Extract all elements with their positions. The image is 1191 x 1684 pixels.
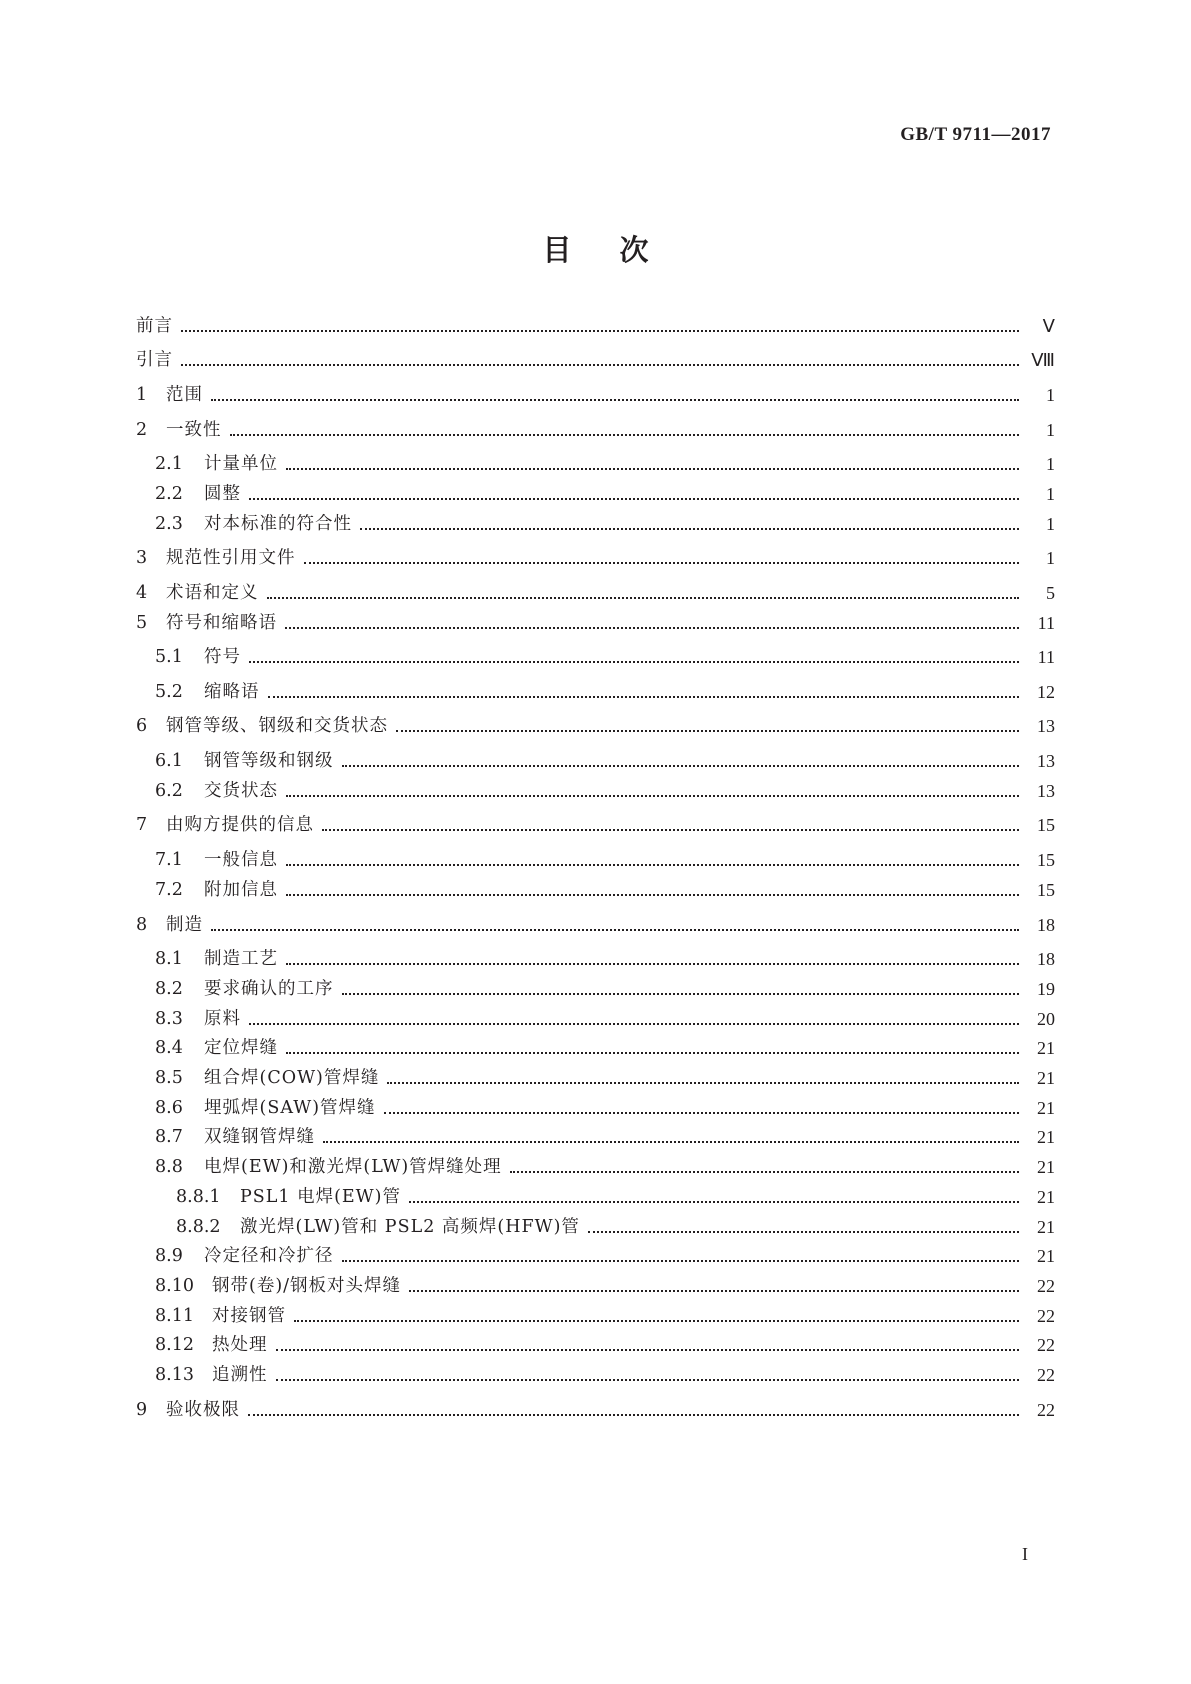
toc-entry-page: 21 [1037,1246,1055,1266]
toc-entry-number: 1 [136,385,148,405]
toc-entry-page: 1 [1046,514,1055,534]
toc-entry-page: 13 [1037,716,1055,736]
toc-entry-label: 组合焊(COW)管焊缝 [204,1068,380,1088]
toc-entry-label: 对接钢管 [212,1306,286,1326]
toc-entry-number: 8.11 [155,1306,194,1326]
dot-leader [181,364,1019,366]
toc-entry-page: 22 [1037,1335,1055,1355]
toc-entry-8-1[interactable] [0,945,1191,973]
dot-leader [211,929,1019,931]
toc-entry-9[interactable] [0,1396,1191,1424]
dot-leader [268,696,1020,698]
toc-entry-label: 术语和定义 [166,583,259,603]
toc-entry-page: 22 [1037,1400,1055,1420]
toc-entry-6-2[interactable] [0,777,1191,805]
dot-leader [396,730,1019,732]
dot-leader [409,1290,1019,1292]
toc-entry-number: 2.2 [155,484,183,504]
toc-entry-label: 缩略语 [204,682,260,702]
toc-entry-number: 8.1 [155,949,183,969]
toc-entry-label: 交货状态 [204,781,278,801]
toc-entry-number: 8.13 [155,1365,194,1385]
toc-entry-8-11[interactable] [0,1302,1191,1330]
toc-entry-number: 8.12 [155,1335,194,1355]
toc-entry-8-8-2[interactable] [0,1213,1191,1241]
toc-entry-2-3[interactable] [0,510,1191,538]
dot-leader [286,1052,1019,1054]
toc-entry-page: 15 [1037,815,1055,835]
toc-entry-number: 6 [136,716,148,736]
toc-entry-number: 8.4 [155,1038,183,1058]
toc-entry-number: 8.8 [155,1157,183,1177]
dot-leader [248,1414,1019,1416]
dot-leader [510,1171,1019,1173]
toc-entry-number: 3 [136,548,148,568]
toc-entry-label: 附加信息 [204,880,278,900]
toc-entry-2-1[interactable] [0,450,1191,478]
toc-entry-number: 8.7 [155,1127,183,1147]
dot-leader [323,1141,1019,1143]
toc-entry-8-13[interactable] [0,1361,1191,1389]
toc-entry-number: 8.8.1 [176,1187,221,1207]
toc-entry-page: 1 [1046,484,1055,504]
toc-entry-page: 1 [1046,385,1055,405]
toc-entry-8-8-1[interactable] [0,1183,1191,1211]
toc-entry-page: 22 [1037,1276,1055,1296]
toc-entry-number: 4 [136,583,148,603]
toc-entry-number: 8.8.2 [176,1217,221,1237]
toc-entry-label: 圆整 [204,484,241,504]
toc-entry-label: 钢带(卷)/钢板对头焊缝 [212,1276,402,1296]
toc-entry-number: 8.3 [155,1009,183,1029]
toc-entry-6[interactable] [0,712,1191,740]
toc-entry-number: 8.10 [155,1276,194,1296]
toc-entry-label: 一致性 [166,420,222,440]
toc-entry-6-1[interactable] [0,747,1191,775]
dot-leader [286,864,1019,866]
toc-entry-number: 2 [136,420,148,440]
toc-entry-number: 2.3 [155,514,183,534]
toc-entry-8-10[interactable] [0,1272,1191,1300]
standard-code: GB/T 9711—2017 [900,124,1051,145]
toc-entry-page: 12 [1037,682,1055,702]
toc-entry-label: 钢管等级、钢级和交货状态 [166,716,388,736]
toc-entry-number: 5 [136,613,148,633]
dot-leader [230,434,1020,436]
toc-entry-8-3[interactable] [0,1005,1191,1033]
toc-entry-label: 验收极限 [166,1400,240,1420]
dot-leader [267,597,1020,599]
dot-leader [342,765,1020,767]
toc-entry-8-7[interactable] [0,1123,1191,1151]
toc-entry-8-6[interactable] [0,1094,1191,1122]
toc-entry-page: Ⅷ [1031,350,1055,370]
toc-entry-2-2[interactable] [0,480,1191,508]
toc-entry-page: 15 [1037,850,1055,870]
toc-entry-5-2[interactable] [0,678,1191,706]
toc-entry-label: 范围 [166,385,203,405]
toc-entry-label: 引言 [136,350,173,370]
toc-entry-label: 一般信息 [204,850,278,870]
dot-leader [384,1112,1019,1114]
toc-entry-number: 8.9 [155,1246,183,1266]
toc-entry-8-5[interactable] [0,1064,1191,1092]
dot-leader [342,993,1020,995]
toc-entry-label: 计量单位 [204,454,278,474]
toc-entry-introduction[interactable] [0,346,1191,374]
dot-leader [409,1201,1019,1203]
toc-entry-number: 8.2 [155,979,183,999]
dot-leader [249,498,1019,500]
toc-entry-page: 11 [1037,647,1055,667]
toc-entry-label: 制造工艺 [204,949,278,969]
toc-entry-label: 冷定径和冷扩径 [204,1246,334,1266]
toc-entry-8-4[interactable] [0,1034,1191,1062]
toc-entry-foreword[interactable] [0,312,1191,340]
toc-entry-label: 由购方提供的信息 [166,815,314,835]
dot-leader [286,468,1019,470]
toc-entry-page: 21 [1037,1068,1055,1088]
dot-leader [588,1231,1019,1233]
toc-entry-page: Ⅴ [1042,316,1055,336]
toc-entry-label: 制造 [166,915,203,935]
toc-entry-page: 1 [1046,454,1055,474]
toc-entry-label: 要求确认的工序 [204,979,334,999]
toc-entry-page: 21 [1037,1157,1055,1177]
toc-entry-page: 11 [1037,613,1055,633]
toc-entry-7-1[interactable] [0,846,1191,874]
page-number: I [1022,1544,1028,1564]
dot-leader [181,330,1019,332]
toc-entry-page: 20 [1037,1009,1055,1029]
toc-entry-label: 前言 [136,316,173,336]
toc-entry-8[interactable] [0,911,1191,939]
toc-entry-label: 电焊(EW)和激光焊(LW)管焊缝处理 [204,1157,502,1177]
toc-entry-label: PSL1 电焊(EW)管 [240,1187,401,1207]
toc-entry-2[interactable] [0,416,1191,444]
toc-entry-page: 1 [1046,420,1055,440]
toc-entry-label: 双缝钢管焊缝 [204,1127,315,1147]
toc-entry-7-2[interactable] [0,876,1191,904]
toc-entry-label: 热处理 [212,1335,268,1355]
toc-entry-number: 6.1 [155,751,183,771]
toc-entry-5-1[interactable] [0,643,1191,671]
toc-entry-label: 定位焊缝 [204,1038,278,1058]
toc-entry-page: 18 [1037,949,1055,969]
dot-leader [360,528,1019,530]
dot-leader [304,562,1020,564]
toc-entry-page: 19 [1037,979,1055,999]
toc-entry-number: 5.2 [155,682,183,702]
dot-leader [322,829,1019,831]
toc-entry-label: 符号 [204,647,241,667]
toc-entry-number: 6.2 [155,781,183,801]
toc-entry-page: 1 [1046,548,1055,568]
toc-entry-page: 22 [1037,1306,1055,1326]
toc-entry-7[interactable] [0,811,1191,839]
toc-entry-number: 8.6 [155,1098,183,1118]
dot-leader [286,894,1019,896]
toc-entry-number: 9 [136,1400,148,1420]
toc-entry-label: 符号和缩略语 [166,613,277,633]
toc-entry-page: 13 [1037,751,1055,771]
toc-entry-label: 追溯性 [212,1365,268,1385]
dot-leader [387,1082,1019,1084]
toc-entry-page: 15 [1037,880,1055,900]
dot-leader [249,1023,1019,1025]
dot-leader [285,627,1019,629]
dot-leader [211,399,1019,401]
toc-entry-number: 8 [136,915,148,935]
dot-leader [286,963,1019,965]
dot-leader [286,795,1019,797]
toc-entry-label: 埋弧焊(SAW)管焊缝 [204,1098,376,1118]
toc-entry-number: 8.5 [155,1068,183,1088]
toc-entry-page: 21 [1037,1187,1055,1207]
toc-entry-8-2[interactable] [0,975,1191,1003]
toc-entry-number: 7 [136,815,148,835]
toc-entry-label: 规范性引用文件 [166,548,296,568]
toc-entry-number: 2.1 [155,454,183,474]
toc-entry-8-8[interactable] [0,1153,1191,1181]
dot-leader [342,1260,1020,1262]
toc-entry-label: 对本标准的符合性 [204,514,352,534]
toc-entry-number: 7.1 [155,850,183,870]
toc-entry-3[interactable] [0,544,1191,572]
dot-leader [276,1379,1020,1381]
toc-entry-number: 5.1 [155,647,183,667]
toc-entry-number: 7.2 [155,880,183,900]
toc-entry-page: 21 [1037,1038,1055,1058]
toc-entry-4[interactable] [0,579,1191,607]
toc-entry-1[interactable] [0,381,1191,409]
toc-entry-8-9[interactable] [0,1242,1191,1270]
toc-entry-page: 18 [1037,915,1055,935]
dot-leader [294,1320,1019,1322]
page-title: 目次 [542,233,697,267]
toc-entry-label: 激光焊(LW)管和 PSL2 高频焊(HFW)管 [240,1217,580,1237]
dot-leader [249,661,1019,663]
toc-entry-label: 钢管等级和钢级 [204,751,334,771]
toc-entry-page: 5 [1046,583,1055,603]
dot-leader [276,1349,1020,1351]
toc-entry-page: 21 [1037,1217,1055,1237]
toc-entry-page: 22 [1037,1365,1055,1385]
toc-entry-page: 21 [1037,1098,1055,1118]
toc-entry-page: 21 [1037,1127,1055,1147]
toc-entry-page: 13 [1037,781,1055,801]
toc-entry-8-12[interactable] [0,1331,1191,1359]
toc-entry-5[interactable] [0,609,1191,637]
toc-entry-label: 原料 [204,1009,241,1029]
